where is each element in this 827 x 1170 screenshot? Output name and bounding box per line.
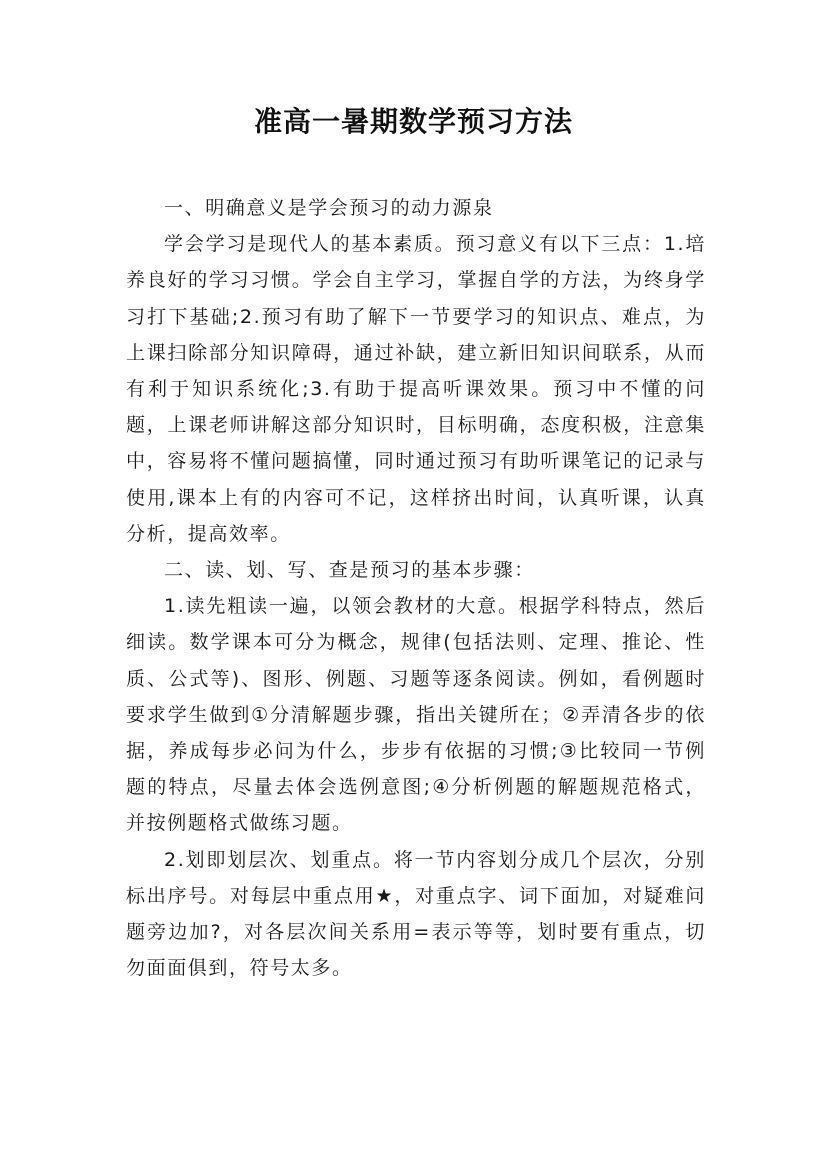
document-title: 准高一暑期数学预习方法 — [253, 105, 573, 138]
document-body — [126, 190, 706, 986]
paragraph-significance: 学会学习是现代人的基本素质。预习意义有以下三点：1.培养良好的学习习惯。学会自主学习，掌握自学的方法，为终身学习打下基础;2.预习有助了解下一节要学习的知识点、难点，为上课扫除部分知识障碍，通过补缺，建立新旧知识间联系，从而有利于知识系统化;3.有助于提高听课效果。预习中不懂的问题，上课老师讲解这部分知识时，目标明确，态度积极，注意集中，容易将不懂问题搞懂，同时通过预习有助听课笔记的记录与使用,课本上有的内容可不记，这样挤出时间，认真听课，认真分析，提高效率。 — [126, 233, 706, 545]
section-heading-2: 二、读、划、写、查是预习的基本步骤： — [164, 559, 535, 582]
section-heading-1: 一、明确意义是学会预习的动力源泉 — [164, 197, 494, 219]
paragraph-mark: 2.划即划层次、划重点。将一节内容划分成几个层次，分别标出序号。对每层中重点用★，对重点字、词下面加，对疑难问题旁边加?，对各层次间关系用=表示等等，划时要有重点，切勿面面俱到，符号太多。 — [126, 848, 706, 980]
paragraph-read: 1.读先粗读一遍，以领会教材的大意。根据学科特点，然后细读。数学课本可分为概念，规律(包括法则、定理、推论、性质、公式等)、图形、例题、习题等逐条阅读。例如，看例题时要求学生做到①分清解题步骤，指出关键所在；②弄清各步的依据，养成每步必问为什么，步步有依据的习惯;③比较同一节例题的特点，尽量去体会选例意图;④分析例题的解题规范格式，并按例题格式做练习题。 — [126, 595, 706, 835]
